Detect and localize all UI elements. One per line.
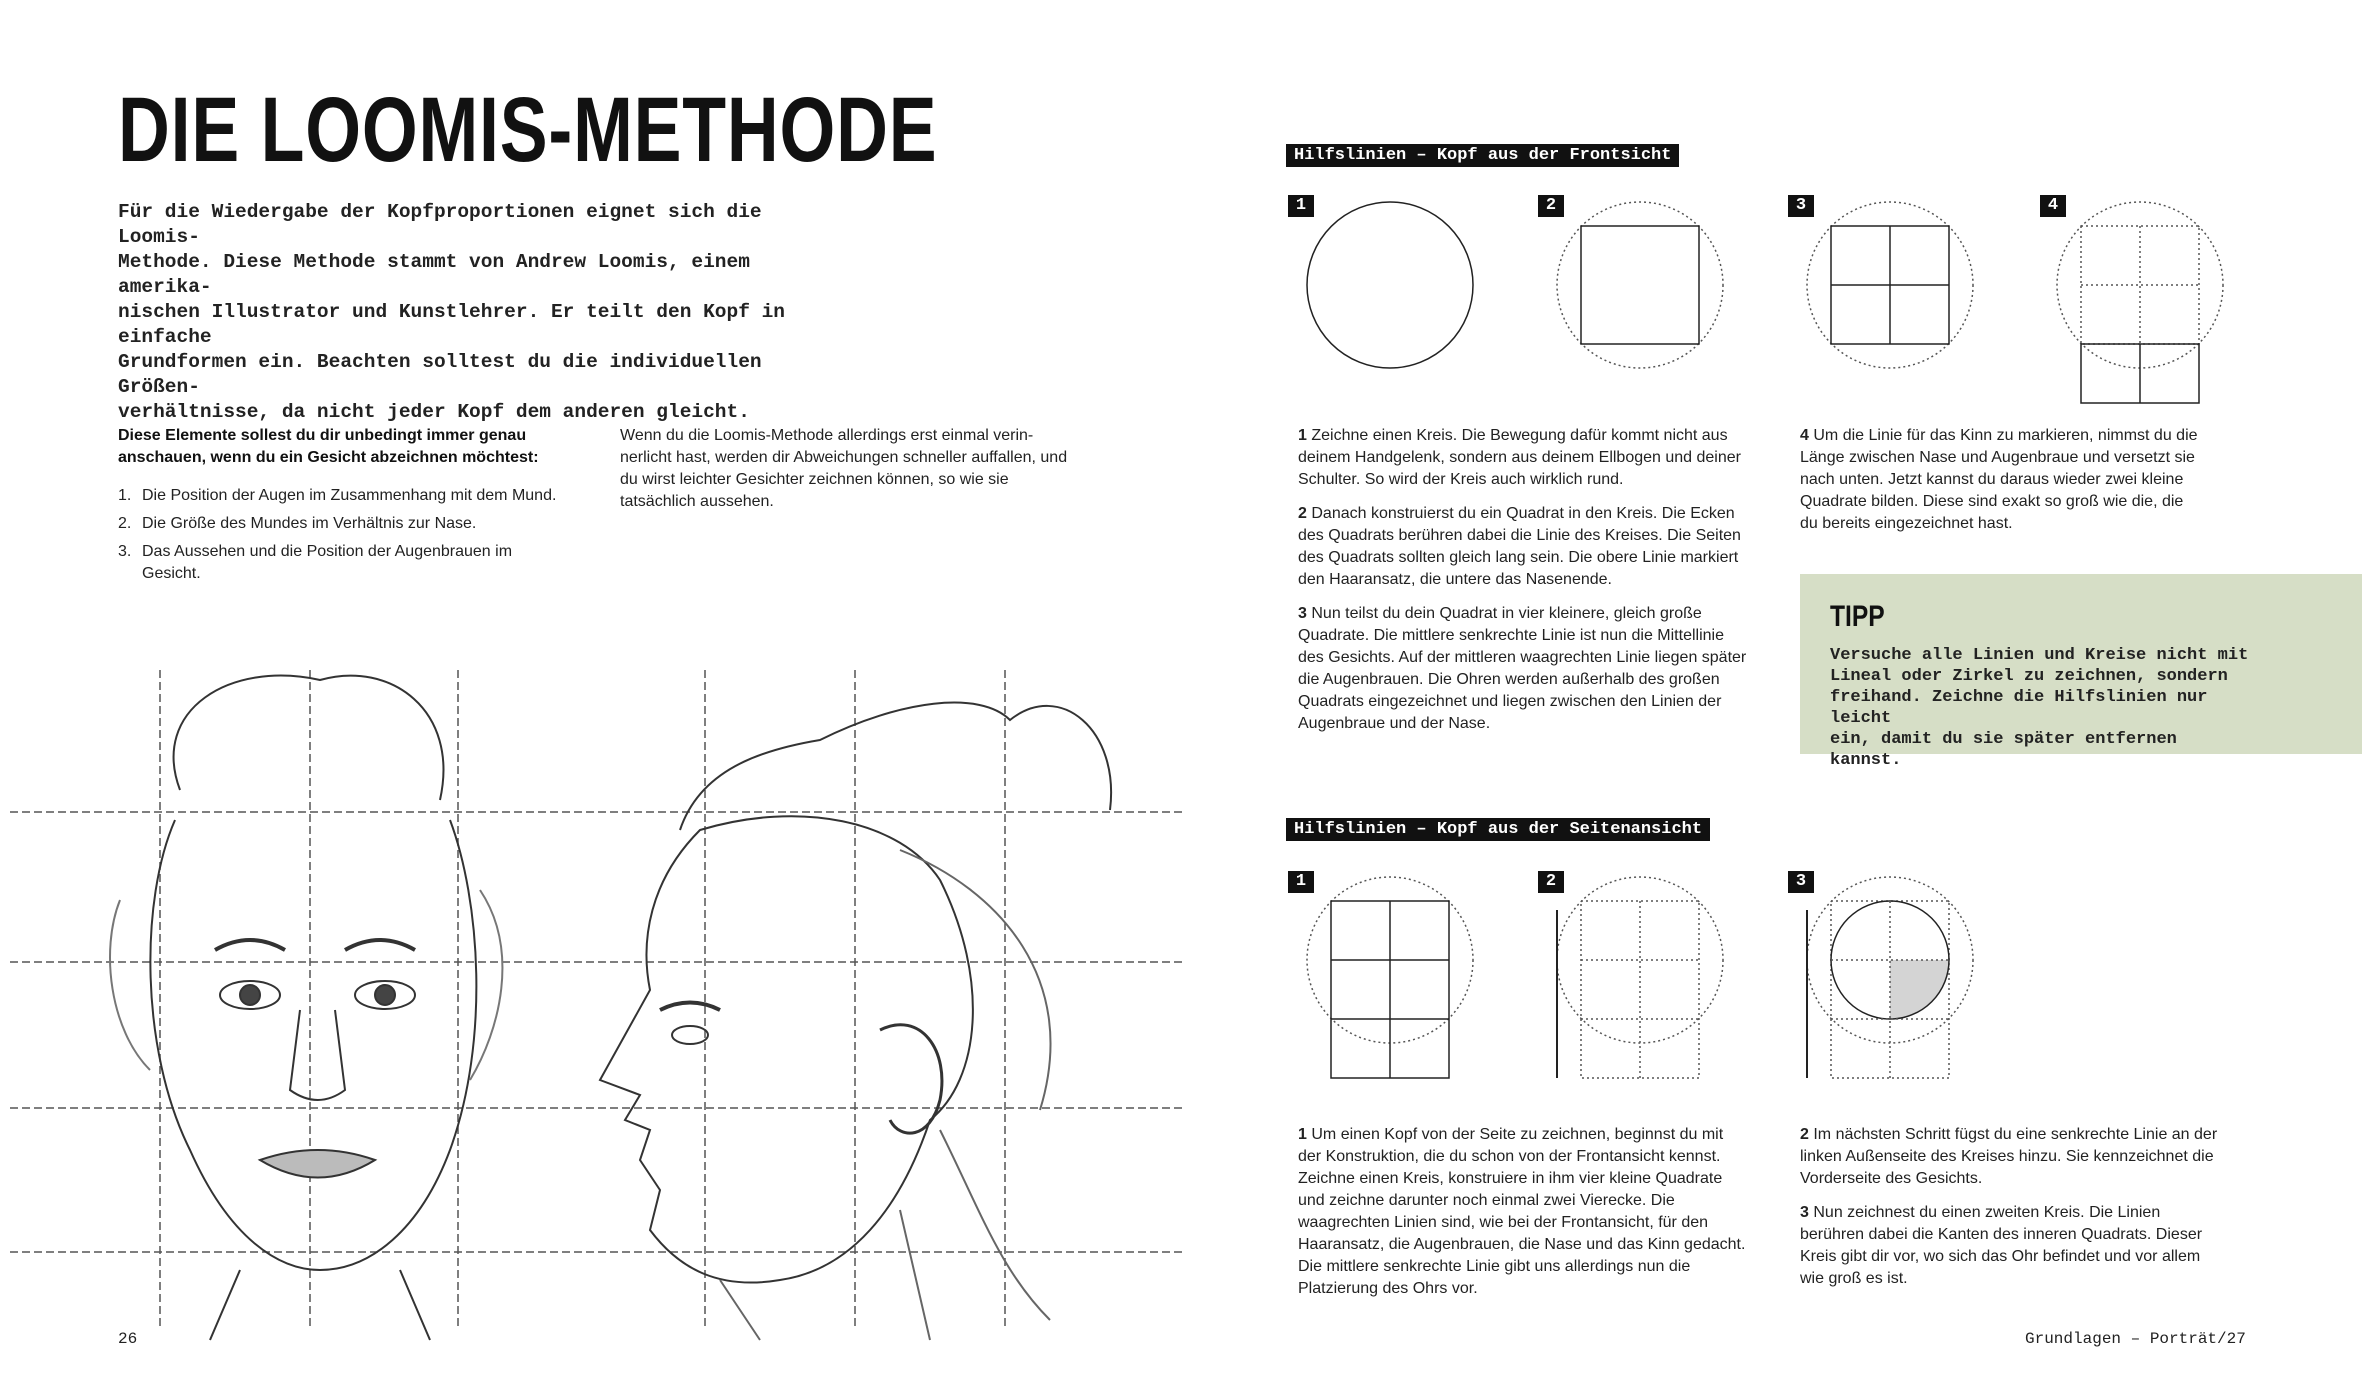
- front-section-label: Hilfslinien – Kopf aus der Frontsicht: [1286, 144, 1679, 167]
- front-diagram-3: [1800, 200, 1980, 380]
- intro-line: Grundformen ein. Beachten solltest du die individuellen Größen-: [118, 351, 762, 398]
- side-diagram-2: [1550, 875, 1730, 1085]
- front-step-number: 1: [1288, 195, 1314, 217]
- list-item: 3. Das Aussehen und die Position der Augenbrauen im Gesicht.: [118, 543, 513, 582]
- side-diagram-3: [1800, 875, 1980, 1085]
- side-section-label: Hilfslinien – Kopf aus der Seitenansicht: [1286, 818, 1710, 841]
- front-step-number: 4: [2040, 195, 2066, 217]
- elements-lead: Diese Elemente sollest du dir unbedingt immer genau anschauen, wenn du ein Gesicht abzeichnen möchtest:: [118, 427, 539, 466]
- list-item: 1. Die Position der Augen im Zusammenhang mit dem Mund.: [118, 487, 557, 504]
- side-diagram-1: [1300, 875, 1480, 1085]
- front-diagram-1: [1300, 200, 1480, 380]
- intro-line: nischen Illustrator und Kunstlehrer. Er teilt den Kopf in einfache: [118, 301, 786, 348]
- page-number-left: 26: [118, 1330, 138, 1348]
- elements-list: [118, 485, 558, 591]
- side-step-number: 2: [1538, 871, 1564, 893]
- tip-title: TIPP: [1830, 600, 1885, 633]
- side-step-number: 1: [1288, 871, 1314, 893]
- intro-line: verhältnisse, da nicht jeder Kopf dem anderen gleicht.: [118, 401, 750, 423]
- page-number-right: Grundlagen – Porträt/27: [2025, 1330, 2246, 1348]
- page-title: DIE LOOMIS-METHODE: [118, 79, 938, 181]
- intro-text: [118, 200, 808, 425]
- front-text-left: 1 Zeichne einen Kreis. Die Bewegung dafür kommt nicht aus deinem Handgelenk, sondern aus deinem Ellbogen und deiner Schulter. So wird der Kreis auch wirklich rund. 2 Danach konstruierst du ein Quadrat in den Kreis. Die Ecken des Quadrats berühren dabei die Linie des Kreises. Die Seiten des Quadrats sollten gleich lang sein. Die obere Linie markiert den Haaransatz, die untere das Nasenende. 3 Nun teilst du dein Quadrat in vier kleinere, gleich große Quadrate. Die mittlere senkrechte Linie ist nun die Mittellinie des Gesichts. Auf der mittleren waagrechten Linie liegen später die Augenbrauen. Die Ohren werden außerhalb des großen Quadrats eingezeichnet und liegen zwischen den Linien der Augenbraue und der Nase.: [1298, 427, 1747, 732]
- tip-text: Versuche alle Linien und Kreise nicht mit Lineal oder Zirkel zu zeichnen, sondern freihand. Zeichne die Hilfslinien nur leicht ein, damit du sie später entfernen kannst.: [1830, 646, 2249, 770]
- front-step-number: 2: [1538, 195, 1564, 217]
- front-diagram-4: [2050, 200, 2230, 410]
- front-step-number: 3: [1788, 195, 1814, 217]
- side-step-number: 3: [1788, 871, 1814, 893]
- intro-line: Für die Wiedergabe der Kopfproportionen eignet sich die Loomis-: [118, 201, 762, 248]
- side-text-right: 2 Im nächsten Schritt fügst du eine senkrechte Linie an der linken Außenseite des Kreises hinzu. Sie kennzeichnet die Vorderseite des Gesichts. 3 Nun zeichnest du einen zweiten Kreis. Die Linien berühren dabei die Kanten des inneren Quadrats. Dieser Kreis gibt dir vor, wo sich das Ohr befindet und vor allem wie groß es ist.: [1800, 1126, 2218, 1287]
- front-text-right: 4 Um die Linie für das Kinn zu markieren, nimmst du die Länge zwischen Nase und Augenbraue und versetzt sie nach unten. Jetzt kannst du daraus wieder zwei kleine Quadrate bilden. Diese sind exakt so groß wie die, die du bereits eingezeichnet hast.: [1800, 427, 2198, 532]
- portrait-sketch-illustration: [0, 650, 1190, 1340]
- front-diagram-2: [1550, 200, 1730, 380]
- intro-line: Methode. Diese Methode stammt von Andrew Loomis, einem amerika-: [118, 251, 750, 298]
- middle-paragraph: Wenn du die Loomis-Methode allerdings erst einmal verinnerlicht hast, werden dir Abweichungen schneller auffallen, und du wirst leichter Gesichter zeichnen können, so wie sie tatsächlich aussehen.: [620, 427, 1068, 510]
- side-text-left: 1 Um einen Kopf von der Seite zu zeichnen, beginnst du mit der Konstruktion, die du schon von der Frontansicht kennst. Zeichne einen Kreis, konstruiere in ihm vier kleine Quadrate und zeichne darunter noch einmal zwei Vierecke. Die waagrechten Linien sind, wie bei der Frontansicht, für den Haaransatz, die Augenbrauen, die Nase und das Kinn gedacht. Die mittlere senkrechte Linie gibt uns allerdings nun die Platzierung des Ohrs vor.: [1298, 1126, 1746, 1297]
- list-item: 2. Die Größe des Mundes im Verhältnis zur Nase.: [118, 515, 477, 532]
